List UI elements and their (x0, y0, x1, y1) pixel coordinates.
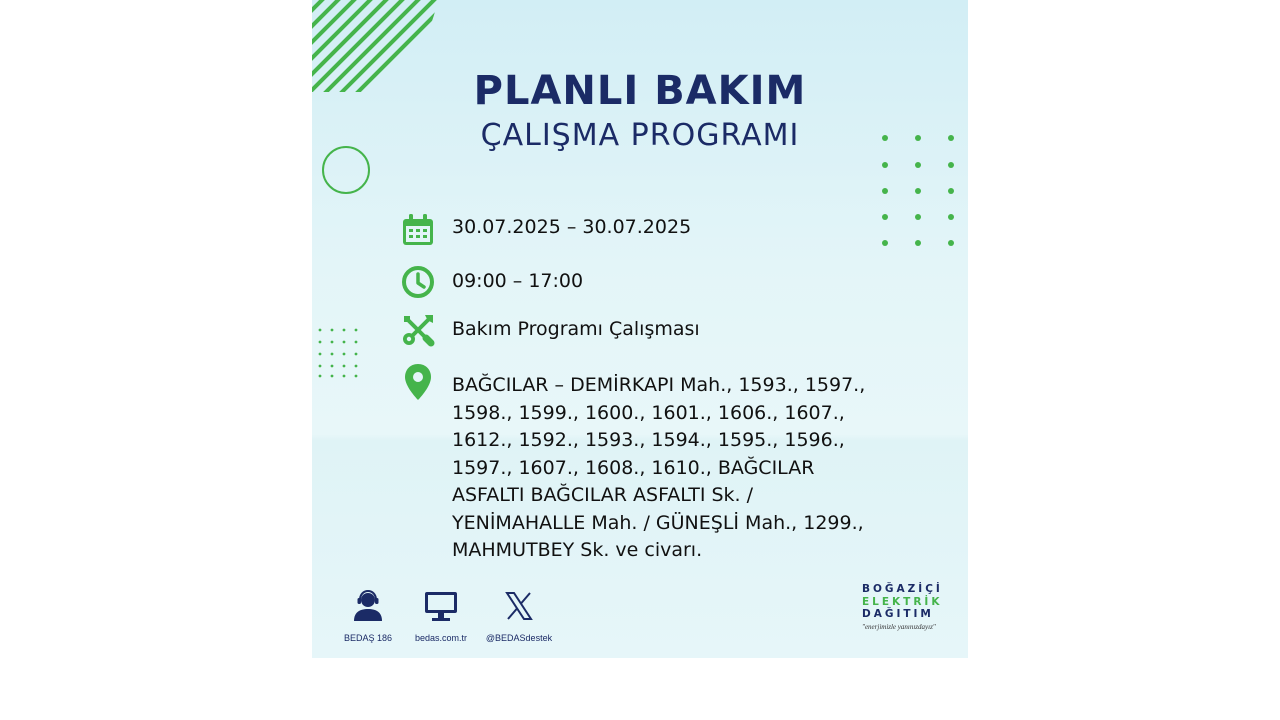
address-line: 1597., 1607., 1608., 1610., BAĞCILAR (452, 456, 815, 479)
work-type-row (400, 312, 700, 348)
address-line: BAĞCILAR – DEMİRKAPI Mah., 1593., 1597., (452, 374, 866, 396)
company-logo (862, 583, 952, 631)
logo-slogan: "enerjimizle yanınızdayız" (862, 622, 936, 631)
footer-phone (338, 590, 398, 643)
address-line: YENİMAHALLE Mah. / GÜNEŞLİ Mah., 1299., (452, 511, 864, 534)
address-row (400, 362, 882, 565)
time-row (400, 264, 583, 300)
work-type-text: Bakım Programı Çalışması (452, 318, 700, 340)
logo-line-2: ELEKTRİK (862, 595, 943, 608)
tools-icon (400, 312, 436, 348)
calendar-icon (400, 212, 436, 248)
clock-icon (400, 264, 436, 300)
footer-web (408, 590, 474, 643)
date-row (400, 212, 691, 248)
dot-grid-decoration-left (316, 326, 366, 380)
footer-social (480, 590, 558, 643)
social-label: @BEDASdestek (485, 633, 553, 643)
address-text (452, 372, 882, 565)
date-range-text: 30.07.2025 – 30.07.2025 (452, 216, 692, 238)
call-center-icon (351, 590, 385, 622)
maintenance-poster (312, 0, 968, 658)
page-subtitle: ÇALIŞMA PROGRAMI (480, 118, 800, 153)
monitor-icon (423, 590, 459, 622)
address-line: 1598., 1599., 1600., 1601., 1606., 1607., (452, 401, 845, 424)
web-label: bedas.com.tr (414, 633, 468, 643)
time-range-text: 09:00 – 17:00 (452, 270, 584, 292)
address-line: 1612., 1592., 1593., 1594., 1595., 1596., (452, 429, 845, 451)
logo-line-3: DAĞITIM (862, 608, 934, 620)
phone-label: BEDAŞ 186 (343, 633, 393, 643)
page-title: PLANLI BAKIM (473, 68, 807, 114)
circle-decoration (322, 146, 370, 194)
x-logo-icon (503, 590, 535, 622)
location-pin-icon (400, 362, 436, 402)
address-line: MAHMUTBEY Sk. ve civarı. (452, 539, 703, 561)
logo-line-1: BOĞAZİÇİ (862, 583, 943, 595)
address-line: ASFALTI BAĞCILAR ASFALTI Sk. / (452, 484, 754, 506)
